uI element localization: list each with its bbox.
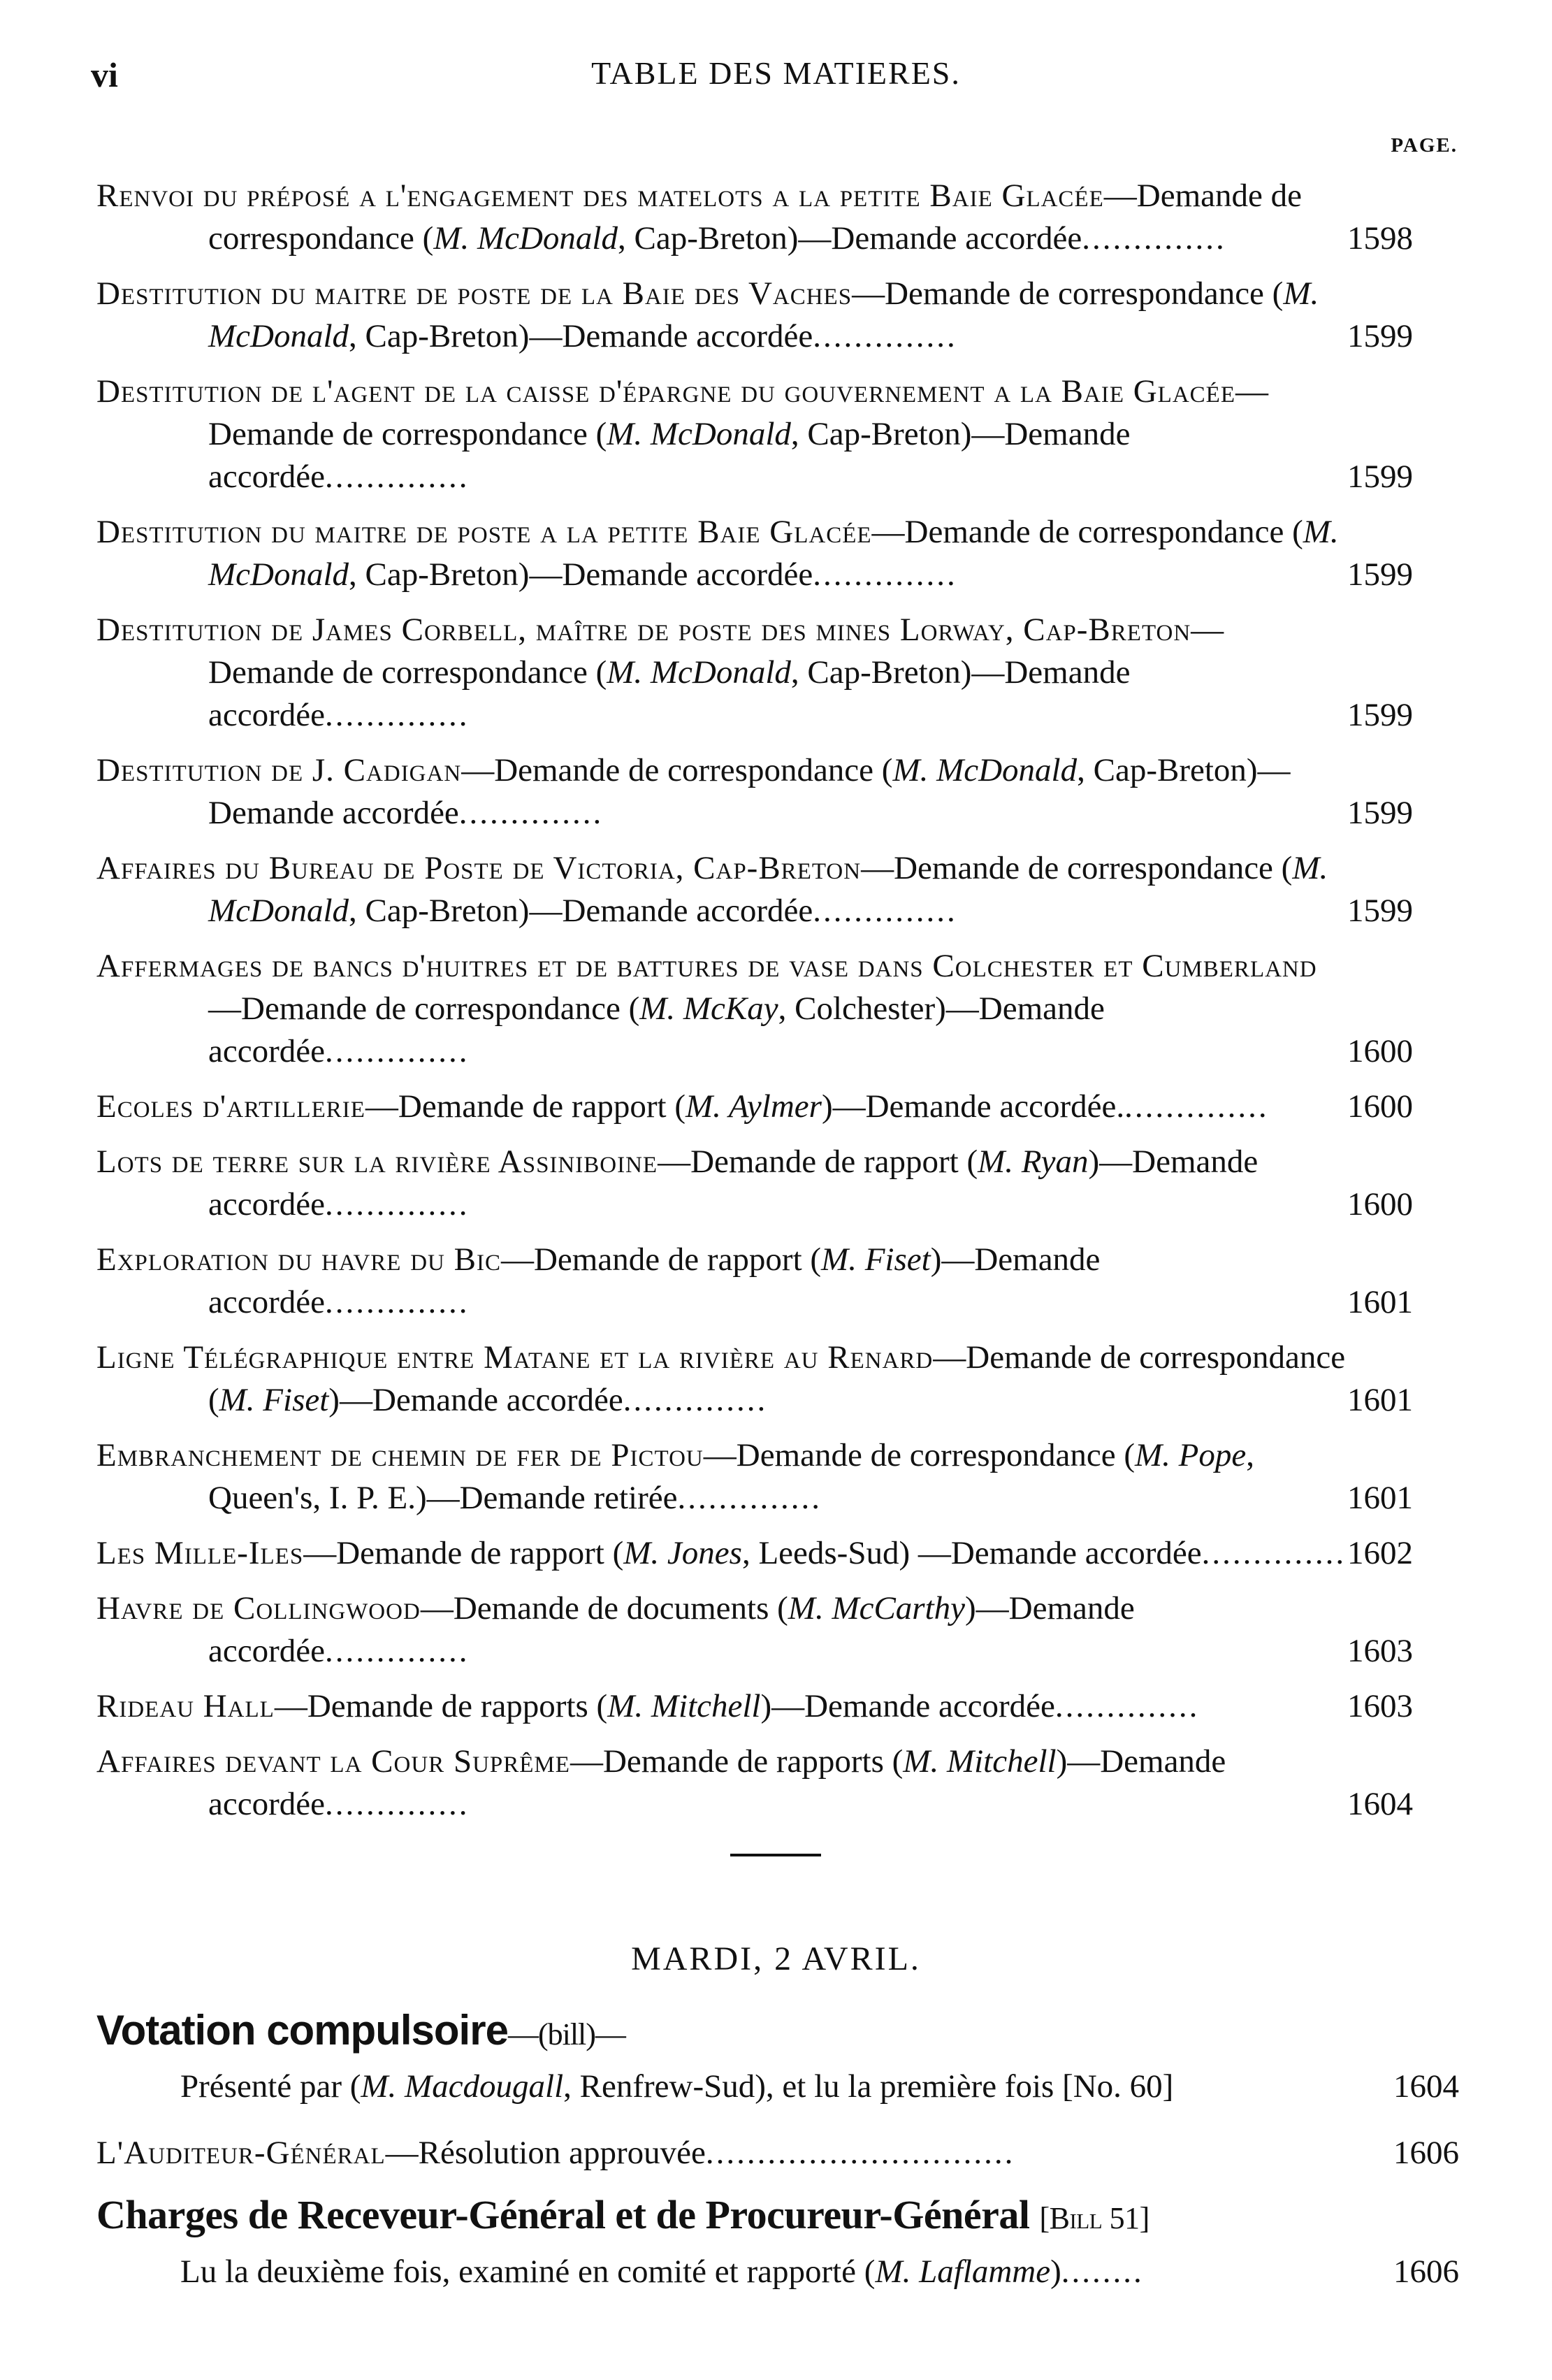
toc-entry: Affaires du Bureau de Poste de Victoria, Cap-Breton—Demande de correspondance (M. McDonald, Cap-Breton)—Demande accordée.............. 1599	[96, 850, 1413, 929]
toc-entry: Ecoles d'artillerie—Demande de rapport (M. Aylmer)—Demande accordée............... 1600	[96, 1088, 1413, 1125]
entry-text: —Demande de correspondance (M. McDonald, Cap-Breton)—Demande accordée	[208, 514, 1339, 593]
member-name: M. McDonald	[607, 654, 791, 691]
page-number: vi	[91, 55, 118, 94]
bill-suffix: —(bill)—	[507, 2017, 625, 2051]
running-head	[91, 55, 1461, 103]
entry-text: —Demande de correspondance (M. McKay, Colchester)—Demande accordée	[208, 990, 1105, 1069]
toc-entry: Renvoi du préposé a l'engagement des matelots a la petite Baie Glacée—Demande de correspondance (M. McDonald, Cap-Breton)—Demande accordée.............. 1598	[96, 178, 1413, 257]
toc-entry: Ligne Télégraphique entre Matane et la rivière au Renard—Demande de correspondance (M. Fiset)—Demande accordée.............. 1601	[96, 1339, 1413, 1418]
member-name: M. McDonald	[208, 514, 1339, 593]
member-name: M. McDonald	[208, 275, 1319, 354]
entry-subject: Exploration du havre du Bic	[96, 1241, 501, 1278]
entry-text: —Demande de correspondance (M. McDonald, Cap-Breton)—Demande accordée	[208, 373, 1268, 495]
entry-text: —Demande de correspondance (M. Fiset)—Demande accordée	[208, 1339, 1346, 1418]
member-name: M. Mitchell	[903, 1743, 1057, 1780]
member-name: M. McDonald	[208, 850, 1328, 929]
entry-subject: Destitution du maitre de poste de la Baie des Vaches	[96, 275, 853, 312]
entry-subject: Les Mille-Iles	[96, 1535, 304, 1571]
entry-text: —Demande de correspondance (M. McDonald, Cap-Breton)—Demande accordée	[208, 850, 1328, 929]
toc-entry: Rideau Hall—Demande de rapports (M. Mitchell)—Demande accordée.............. 1603	[96, 1688, 1413, 1724]
entry-text: —Demande de correspondance (M. McDonald, Cap-Breton)—Demande accordée	[208, 612, 1224, 733]
member-name: M. McDonald	[892, 752, 1078, 788]
entry-text: —Demande de rapport (M. Aylmer)—Demande accordée.	[365, 1088, 1125, 1125]
entry-text: —Demande de documents (M. McCarthy)—Demande accordée	[208, 1590, 1135, 1669]
section-divider	[730, 1854, 821, 1856]
member-name: M. McKay	[639, 990, 778, 1027]
entry-text: —Demande de rapports (M. Mitchell)—Demande accordée	[274, 1688, 1055, 1724]
entry-text: , Renfrew-Sud), et lu la première fois [No. 60]	[563, 2068, 1174, 2105]
member-name: M. Pope	[1135, 1437, 1247, 1473]
member-name: M. Fiset	[821, 1241, 931, 1278]
entry-subject: Destitution de J. Cadigan	[96, 752, 462, 788]
entry-text: —Demande de correspondance (M. McDonald, Cap-Breton)—Demande accordée	[208, 178, 1302, 257]
member-name: M. Macdougall	[361, 2068, 564, 2105]
entry-text: —Demande de rapport (M. Jones, Leeds-Sud) —Demande accordée	[303, 1535, 1202, 1571]
bill-reference: [Bill 51]	[1039, 2201, 1150, 2235]
bill-title: Charges de Receveur-Général et de Procureur-Général	[96, 2192, 1030, 2237]
entry-text: Présenté par (	[180, 2068, 361, 2105]
entry-text: —Résolution approuvée	[385, 2135, 706, 2171]
entry-subject: Renvoi du préposé a l'engagement des matelots a la petite Baie Glacée	[96, 178, 1104, 214]
entry-text: )	[1050, 2253, 1061, 2290]
member-name: M. McCarthy	[788, 1590, 966, 1627]
member-name: M. Fiset	[219, 1382, 329, 1418]
toc-entry: Les Mille-Iles—Demande de rapport (M. Jones, Leeds-Sud) —Demande accordée.............. 1602	[96, 1535, 1413, 1571]
entry-text: —Demande de rapports (M. Mitchell)—Demande accordée	[208, 1743, 1226, 1822]
entry-subject: Ecoles d'artillerie	[96, 1088, 365, 1125]
member-name: M. Ryan	[978, 1144, 1089, 1180]
toc-entry: Lots de terre sur la rivière Assiniboine—Demande de rapport (M. Ryan)—Demande accordée.............. 1600	[96, 1144, 1413, 1223]
entry-subject: Affermages de bancs d'huitres et de battures de vase dans Colchester et Cumberland	[96, 948, 1317, 984]
bill-heading	[96, 2191, 1150, 2238]
entry-text: —Demande de correspondance (M. McDonald, Cap-Breton)—Demande accordée	[208, 275, 1319, 354]
entry-subject: Lots de terre sur la rivière Assiniboine	[96, 1144, 658, 1180]
toc-entry: Destitution de J. Cadigan—Demande de correspondance (M. McDonald, Cap-Breton)—Demande accordée.............. 1599	[96, 752, 1413, 831]
toc-entry: Embranchement de chemin de fer de Pictou—Demande de correspondance (M. Pope, Queen's, I. P. E.)—Demande retirée.............. 1601	[96, 1437, 1413, 1516]
toc-entry: Destitution du maitre de poste de la Baie des Vaches—Demande de correspondance (M. McDonald, Cap-Breton)—Demande accordée.............. 1599	[96, 275, 1413, 354]
toc-entry: Destitution de l'agent de la caisse d'épargne du gouvernement a la Baie Glacée—Demande de correspondance (M. McDonald, Cap-Breton)—Demande accordée.............. 1599	[96, 373, 1413, 495]
entry-subject: Havre de Collingwood	[96, 1590, 421, 1627]
entry-subject: Embranchement de chemin de fer de Pictou	[96, 1437, 704, 1473]
member-name: M. Laflamme	[875, 2253, 1051, 2290]
member-name: M. Aylmer	[686, 1088, 822, 1125]
entry-text: —Demande de rapport (M. Ryan)—Demande accordée	[208, 1144, 1259, 1223]
entry-text: Lu la deuxième fois, examiné en comité et rapporté (	[180, 2253, 876, 2290]
toc-entry: Destitution du maitre de poste a la petite Baie Glacée—Demande de correspondance (M. McDonald, Cap-Breton)—Demande accordée.............. 1599	[96, 514, 1413, 593]
toc-entry: Destitution de James Corbell, maître de poste des mines Lorway, Cap-Breton—Demande de correspondance (M. McDonald, Cap-Breton)—Demande accordée.............. 1599	[96, 612, 1413, 733]
entry-text: —Demande de rapport (M. Fiset)—Demande accordée	[208, 1241, 1101, 1320]
toc-entry: Affermages de bancs d'huitres et de battures de vase dans Colchester et Cumberland—Demande de correspondance (M. McKay, Colchester)—Demande accordée.............. 1600	[96, 948, 1413, 1069]
bill-heading	[96, 2006, 625, 2054]
page-title: TABLE DES MATIERES.	[591, 55, 961, 91]
entry-subject: Rideau Hall	[96, 1688, 275, 1724]
entry-subject: Destitution de James Corbell, maître de poste des mines Lorway, Cap-Breton	[96, 612, 1191, 648]
entry-subject: Affaires devant la Cour Suprême	[96, 1743, 570, 1780]
member-name: M. McDonald	[433, 220, 618, 257]
toc-entry: L'Auditeur-Général—Résolution approuvée.............................. 1606	[96, 2132, 1466, 2175]
entry-subject: Affaires du Bureau de Poste de Victoria, Cap-Breton	[96, 850, 862, 886]
bill-entry	[180, 2065, 1466, 2108]
member-name: M. Mitchell	[607, 1688, 761, 1724]
entry-text: —Demande de correspondance (M. Pope, Queen's, I. P. E.)—Demande retirée	[208, 1437, 1254, 1516]
day-heading: MARDI, 2 AVRIL.	[631, 1940, 921, 1977]
entry-subject: Destitution de l'agent de la caisse d'épargne du gouvernement a la Baie Glacée	[96, 373, 1235, 410]
toc-entry: Havre de Collingwood—Demande de documents (M. McCarthy)—Demande accordée.............. 1603	[96, 1590, 1413, 1669]
bill-entry: Lu la deuxième fois, examiné en comité et rapporté (M. Laflamme)........ 1606	[180, 2251, 1466, 2293]
entry-subject: L'Auditeur-Général	[96, 2135, 386, 2171]
bill-title: Votation compulsoire	[96, 2007, 508, 2054]
entry-subject: Ligne Télégraphique entre Matane et la rivière au Renard	[96, 1339, 934, 1376]
page-column-label: PAGE.	[1391, 134, 1458, 157]
toc-list	[96, 175, 1466, 1838]
member-name: M. McDonald	[607, 416, 791, 452]
toc-entry: Affaires devant la Cour Suprême—Demande de rapports (M. Mitchell)—Demande accordée.............. 1604	[96, 1743, 1413, 1822]
page-ref: 1604	[1393, 2068, 1459, 2105]
page-ref: 1606	[1393, 2253, 1459, 2290]
entry-text: —Demande de correspondance (M. McDonald, Cap-Breton)—Demande accordée	[208, 752, 1291, 831]
entry-subject: Destitution du maitre de poste a la petite Baie Glacée	[96, 514, 872, 550]
page-ref: 1606	[1393, 2135, 1459, 2171]
member-name: M. Jones	[623, 1535, 742, 1571]
toc-entry: Exploration du havre du Bic—Demande de rapport (M. Fiset)—Demande accordée.............. 1601	[96, 1241, 1413, 1320]
